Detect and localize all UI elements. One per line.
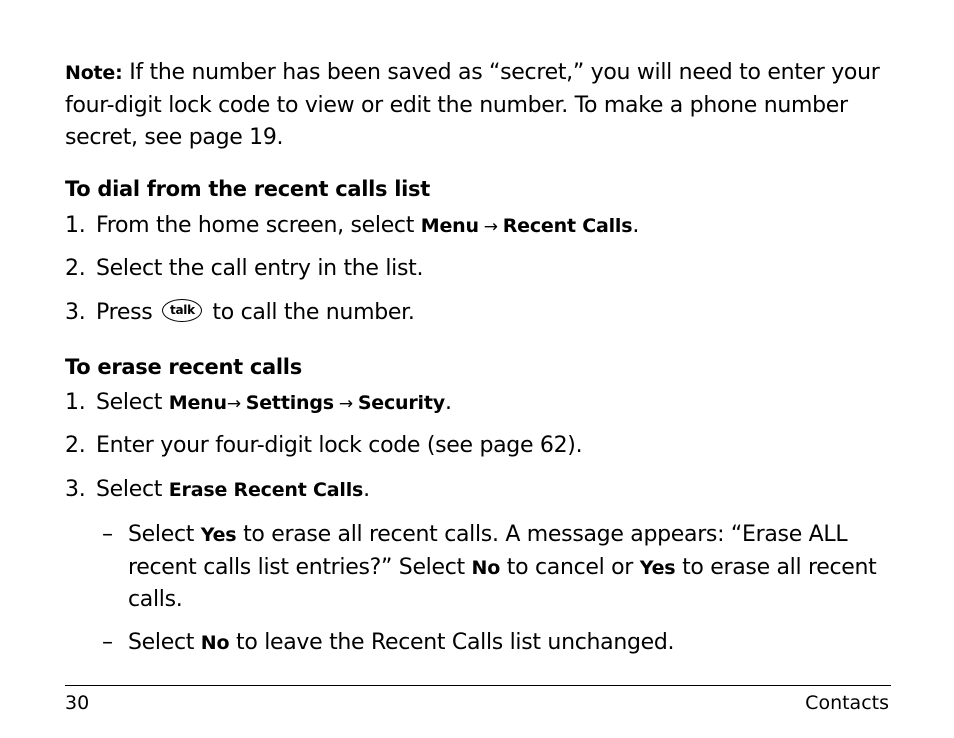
- settings-label: Settings: [245, 392, 334, 414]
- step-text-end: to call the number.: [212, 300, 415, 325]
- yes-label: Yes: [200, 524, 237, 546]
- step-text: Select: [96, 390, 169, 415]
- note-text: If the number has been saved as “secret,” you will need to enter your four-digit lock code to view or edit the number. To make a phone number secret, see page 19.: [65, 60, 880, 150]
- note-paragraph: [65, 57, 895, 155]
- dash-bullet: –: [102, 630, 113, 655]
- erase-sub-bullet-2: [102, 627, 892, 660]
- menu-label: Menu: [420, 215, 479, 237]
- sub-line: [102, 584, 892, 617]
- step-number: 1.: [65, 390, 86, 415]
- step-number: 3.: [65, 300, 86, 325]
- talk-key-icon: talk: [162, 299, 202, 322]
- arrow-icon: →: [226, 394, 241, 414]
- erase-step-1: [65, 390, 452, 415]
- sub-text: Select: [128, 630, 201, 655]
- sub-line: [102, 552, 892, 585]
- dial-heading: To dial from the recent calls list: [65, 177, 430, 201]
- dash-bullet: –: [102, 522, 113, 547]
- step-number: 2.: [65, 433, 86, 458]
- step-number: 1.: [65, 213, 86, 238]
- step-text: Select the call entry in the list.: [96, 256, 424, 281]
- step-punct: .: [444, 390, 452, 415]
- arrow-icon: →: [483, 217, 498, 237]
- sub-text: calls.: [128, 587, 183, 612]
- sub-line: [102, 519, 892, 552]
- step-text: Select: [96, 477, 169, 502]
- erase-recent-calls-label: Erase Recent Calls: [168, 479, 364, 501]
- dial-step-3: [65, 300, 415, 325]
- sub-text: Select: [128, 522, 201, 547]
- dial-step-1: [65, 213, 639, 238]
- no-label: No: [471, 556, 501, 579]
- step-number: 3.: [65, 477, 86, 502]
- step-text: Press: [96, 300, 153, 325]
- recent-calls-label: Recent Calls: [502, 215, 633, 237]
- menu-label: Menu: [168, 392, 227, 414]
- step-text: From the home screen, select: [96, 213, 421, 238]
- footer-rule: [65, 685, 891, 686]
- yes-label: Yes: [639, 556, 676, 579]
- sub-text: recent calls list entries?” Select: [128, 554, 472, 580]
- sub-text: to leave the Recent Calls list unchanged.: [229, 630, 675, 655]
- no-label: No: [200, 632, 230, 654]
- dial-step-2: [65, 256, 423, 281]
- arrow-icon: →: [338, 394, 353, 414]
- page-number: 30: [65, 692, 90, 714]
- security-label: Security: [357, 392, 445, 414]
- sub-text: to erase all recent: [675, 554, 877, 580]
- step-punct: .: [632, 213, 640, 238]
- step-punct: .: [363, 477, 370, 502]
- erase-heading: To erase recent calls: [65, 355, 302, 379]
- step-number: 2.: [65, 256, 86, 281]
- sub-text: to erase all recent calls. A message appears: “Erase ALL: [236, 522, 848, 547]
- sub-text: to cancel or: [500, 554, 640, 580]
- note-label: Note:: [65, 62, 123, 84]
- erase-step-3: [65, 477, 370, 502]
- step-text: Enter your four-digit lock code (see page 62).: [96, 433, 583, 458]
- erase-sub-bullet-1: [102, 519, 892, 617]
- erase-step-2: [65, 433, 582, 458]
- footer-section-title: Contacts: [805, 692, 889, 714]
